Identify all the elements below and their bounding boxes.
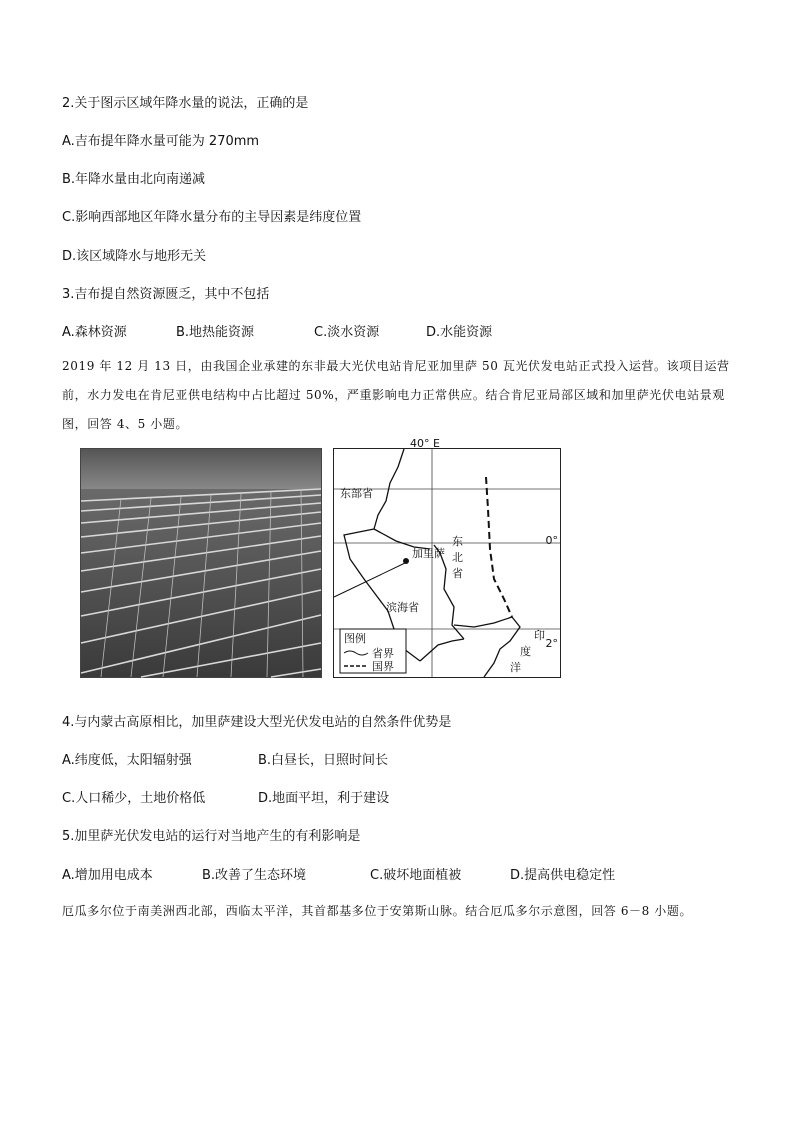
label-northeast-1: 东 xyxy=(452,535,463,548)
q3-option-b: B.地热能资源 xyxy=(176,325,255,340)
q5-option-b: B.改善了生态环境 xyxy=(202,868,307,883)
legend-national-label: 国界 xyxy=(372,660,394,673)
q3-option-d: D.水能资源 xyxy=(426,325,493,340)
longitude-label: 40° E xyxy=(410,437,440,450)
q3-option-a: A.森林资源 xyxy=(62,325,127,340)
label-northeast-3: 省 xyxy=(452,567,463,580)
q2-option-b: B.年降水量由北向南递减 xyxy=(62,172,206,187)
q3-options xyxy=(62,321,492,340)
map-legend xyxy=(340,629,406,673)
q4-options-row2 xyxy=(62,787,389,806)
q5-options xyxy=(62,864,615,883)
q2-option-d: D.该区域降水与地形无关 xyxy=(62,249,207,264)
q5-option-a: A.增加用电成本 xyxy=(62,868,153,883)
label-lat-0: 0° xyxy=(545,534,558,547)
q4-stem: 4.与内蒙古高原相比，加里萨建设大型光伏发电站的自然条件优势是 xyxy=(62,715,452,730)
legend-title: 图例 xyxy=(344,632,366,645)
label-east-province: 东部省 xyxy=(340,487,373,500)
q4-option-b: B.白昼长，日照时间长 xyxy=(258,753,389,768)
label-coast-province: 滨海省 xyxy=(386,601,419,614)
q3-option-c: C.淡水资源 xyxy=(314,325,380,340)
label-ocean-1: 印 xyxy=(534,629,545,642)
label-ocean-3: 洋 xyxy=(510,661,521,674)
label-northeast-2: 北 xyxy=(452,551,463,564)
intro-paragraph-4-5: 2019 年 12 月 13 日，由我国企业承建的东非最大光伏电站肯尼亚加里萨 50 瓦光伏发电站正式投入运营。该项目运营前，水力发电在肯尼亚供电结构中占比超过 50%，严重影响电力正常供应。结合肯尼亚局部区域和加里萨光伏电站景观图，回答 4、5 小题。 xyxy=(62,359,730,431)
kenya-region-map xyxy=(333,437,561,678)
solar-farm-photo xyxy=(80,448,322,678)
label-garissa: 加里萨 xyxy=(412,547,445,560)
q4-option-c: C.人口稀少，土地价格低 xyxy=(62,791,206,806)
label-lat-2: 2° xyxy=(545,637,558,650)
q4-option-d: D.地面平坦，利于建设 xyxy=(258,791,390,806)
q3-stem: 3.吉布提自然资源匮乏，其中不包括 xyxy=(62,287,270,302)
q5-option-d: D.提高供电稳定性 xyxy=(510,868,616,883)
q4-options-row1 xyxy=(62,749,388,768)
q5-option-c: C.破坏地面植被 xyxy=(370,868,462,883)
q2-option-a: A.吉布提年降水量可能为 270mm xyxy=(62,134,260,149)
q4-option-a: A.纬度低，太阳辐射强 xyxy=(62,753,192,768)
label-ocean-2: 度 xyxy=(520,645,531,658)
intro-paragraph-6-8: 厄瓜多尔位于南美洲西北部，西临太平洋，其首都基多位于安第斯山脉。结合厄瓜多尔示意图，回答 6－8 小题。 xyxy=(62,904,693,918)
legend-province-label: 省界 xyxy=(372,647,394,660)
q2-stem: 2.关于图示区域年降水量的说法，正确的是 xyxy=(62,96,309,111)
q5-stem: 5.加里萨光伏发电站的运行对当地产生的有利影响是 xyxy=(62,829,361,844)
q2-option-c: C.影响西部地区年降水量分布的主导因素是纬度位置 xyxy=(62,210,362,225)
